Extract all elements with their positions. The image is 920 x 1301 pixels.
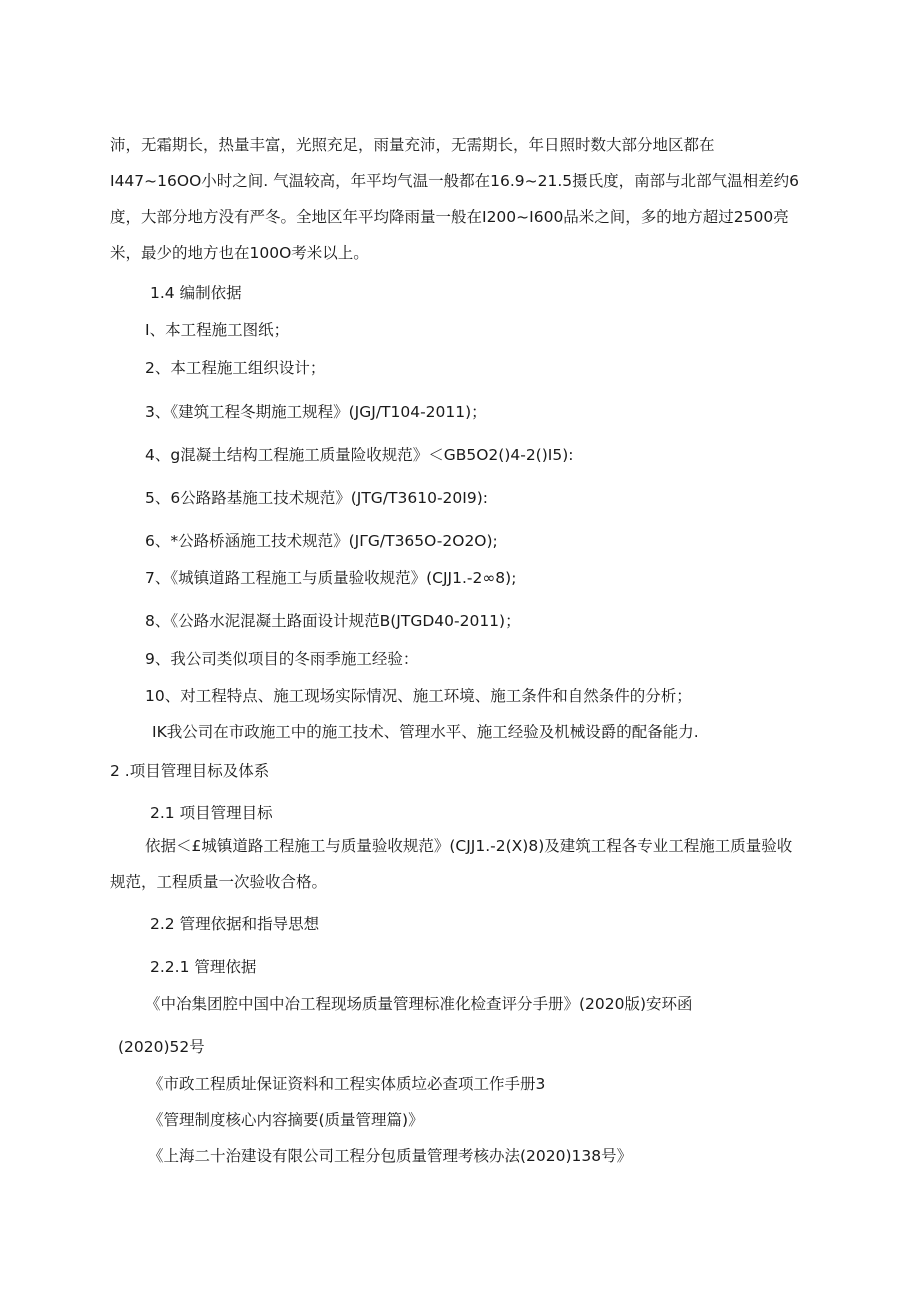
reference-item: 《市政工程质址保证资料和工程实体质垃必查项工作手册3 [148,1075,546,1093]
reference-item: 《中冶集团腔中国中冶工程现场质量管理标准化检查评分手册》(2020版)安环函 [145,995,693,1013]
section-2-2-heading: 2.2 管理依据和指导思想 [150,915,320,933]
section-2-1-para-line-1: 依据＜£城镇道路工程施工与质量验收规范》(CJJ1.-2(X)8)及建筑工程各专业工程施工质量验收 [145,837,793,855]
reference-item: 《管理制度核心内容摘要(质量管理篇)》 [148,1111,424,1129]
section-1-4-heading: 1.4 编制依据 [150,284,242,302]
intro-line-3: 度，大部分地方没有严冬。全地区年平均降雨量一般在I200~I600品米之间，多的地方超过2500亮 [110,208,789,226]
list-item: 7、《城镇道路工程施工与质量验收规范》(CJJ1.-2∞8); [145,569,517,587]
intro-line-4: 米，最少的地方也在100O考米以上。 [110,244,369,262]
reference-item: 《上海二十治建设有限公司工程分包质量管理考核办法(2020)138号》 [148,1147,633,1165]
list-item: I、本工程施工图纸； [145,321,290,339]
intro-line-2: I447~16OO小时之间. 气温较高，年平均气温一般都在16.9~21.5摄氏度，南部与北部气温相差约6 [110,172,799,190]
section-2-1-heading: 2.1 项目管理目标 [150,804,273,822]
reference-item: (2020)52号 [118,1038,205,1056]
list-item: IK我公司在市政施工中的施工技术、管理水平、施工经验及机械设爵的配备能力. [152,723,699,741]
list-item: 3、《建筑工程冬期施工规程》(JGJ/T104-2011)； [145,403,487,421]
section-2-1-para-line-2: 规范，工程质量一次验收合格。 [110,873,328,891]
list-item: 4、g混凝土结构工程施工质量险收规范》＜GB5O2()4-2()I5): [145,446,574,464]
section-2-2-1-heading: 2.2.1 管理依据 [150,958,257,976]
section-2-heading: 2 .项目管理目标及体系 [110,762,270,780]
list-item: 8、《公路水泥混凝土路面设计规范B(JTGD40-2011)； [145,612,521,630]
list-item: 10、对工程特点、施工现场实际情况、施工环境、施工条件和自然条件的分析； [145,687,692,705]
list-item: 5、6公路路基施工技术规范》(JTG/T3610-20I9): [145,489,488,507]
intro-line-1: 沛，无霜期长，热量丰富，光照充足，雨量充沛，无需期长，年日照时数大部分地区都在 [110,136,715,154]
list-item: 2、本工程施工组织设计； [145,359,326,377]
list-item: 9、我公司类似项目的冬雨季施工经验： [145,650,419,668]
list-item: 6、*公路桥涵施工技术规范》(JΓG∕T365O-2O2O); [145,532,498,550]
